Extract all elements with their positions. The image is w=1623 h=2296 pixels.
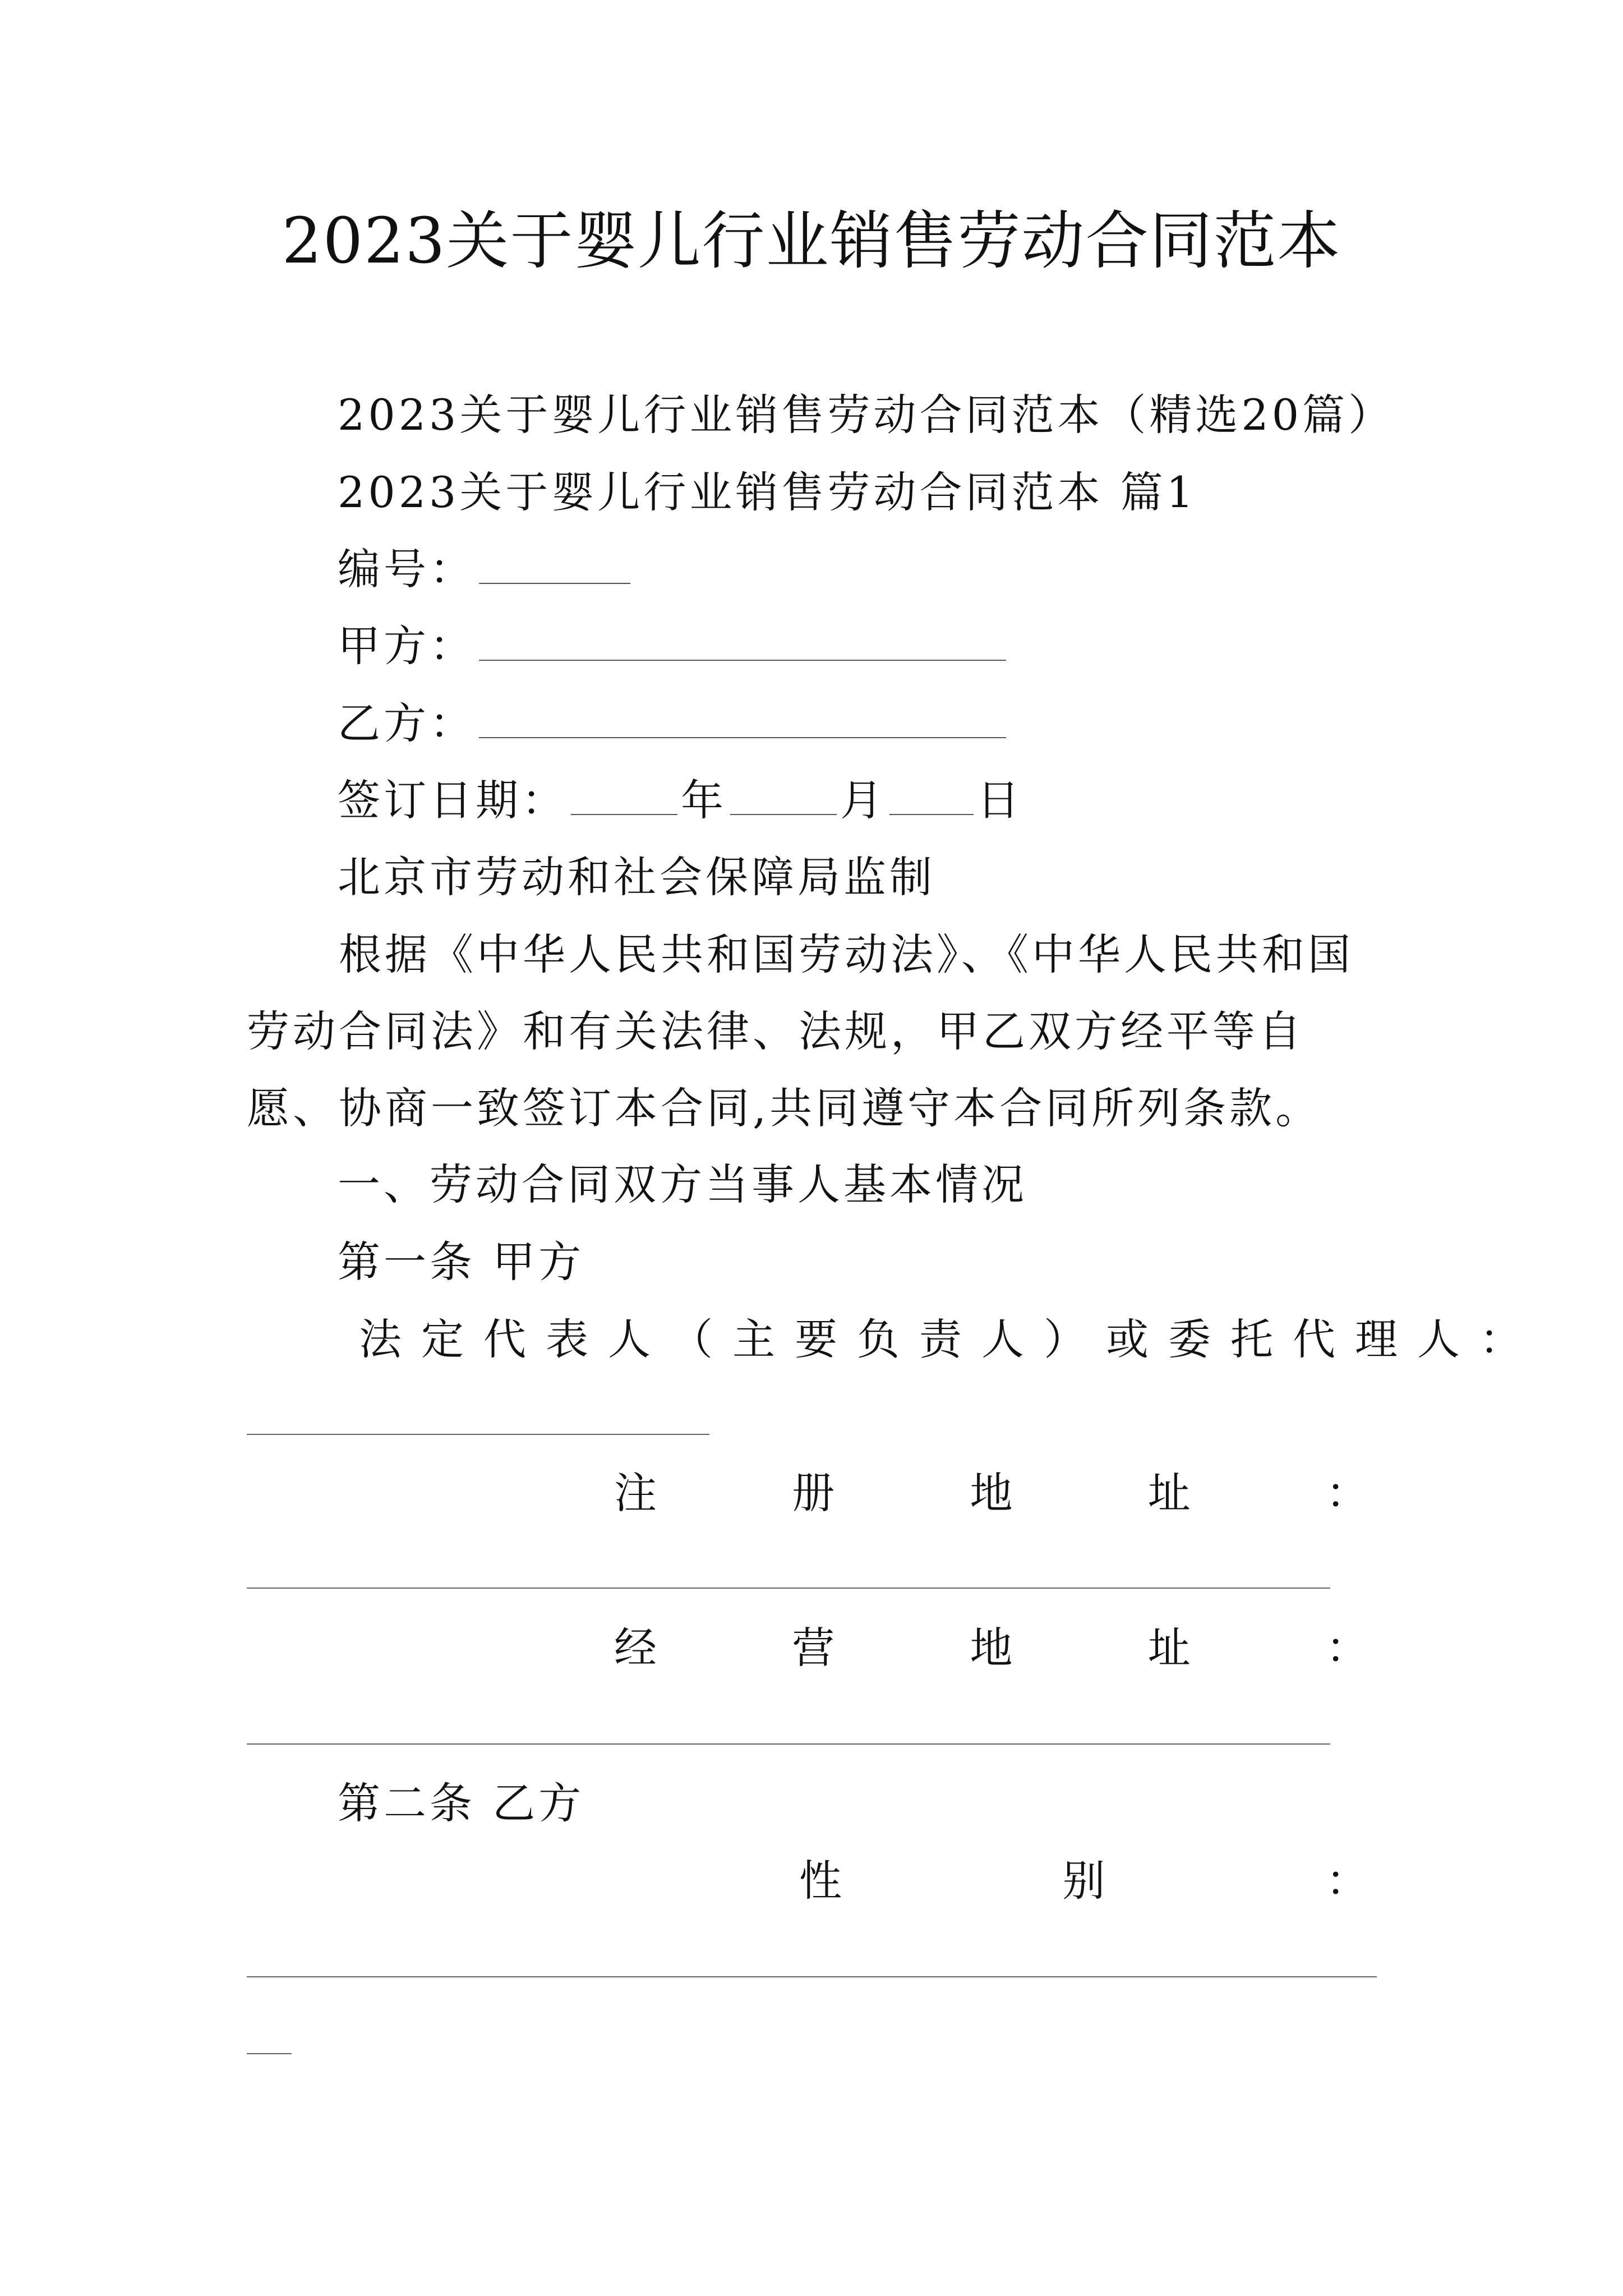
sign-date-label: 签订日期： bbox=[338, 775, 568, 825]
document-title: 2023关于婴儿行业销售劳动合同范本 bbox=[282, 205, 1341, 278]
business-address-label bbox=[614, 1620, 1368, 1676]
registered-address-char: 址 bbox=[1147, 1468, 1191, 1518]
party-a-blank bbox=[479, 656, 1006, 661]
business-address-char: 经 bbox=[614, 1623, 657, 1673]
gender-blank-continuation bbox=[247, 2053, 292, 2054]
supervisor-line: 北京市劳动和社会保障局监制 bbox=[338, 852, 935, 902]
month-blank bbox=[730, 811, 837, 815]
year-blank bbox=[571, 811, 677, 815]
day-blank bbox=[889, 811, 974, 815]
registered-address-char: 册 bbox=[792, 1468, 835, 1518]
business-address-char: 地 bbox=[970, 1623, 1013, 1673]
gender-char: 别 bbox=[1062, 1856, 1105, 1906]
registered-address-char: 注 bbox=[614, 1468, 657, 1518]
business-address-blank bbox=[247, 1743, 1330, 1745]
number-blank bbox=[479, 579, 630, 584]
number-label: 编号： bbox=[338, 544, 476, 594]
article-1-heading: 第一条 甲方 bbox=[338, 1237, 585, 1287]
registered-address-char: ： bbox=[1326, 1468, 1368, 1518]
gender-blank bbox=[247, 1976, 1377, 1977]
document-subtitle: 2023关于婴儿行业销售劳动合同范本（精选20篇） bbox=[338, 390, 1395, 440]
article-2-heading: 第二条 乙方 bbox=[338, 1778, 585, 1828]
section-1-heading: 一、劳动合同双方当事人基本情况 bbox=[338, 1159, 1027, 1209]
registered-address-blank bbox=[247, 1588, 1330, 1589]
intro-paragraph: 根据《中华人民共和国劳动法》、《中华人民共和国劳动合同法》和有关法律、法规，甲乙双方经平等自愿、协商一致签订本合同,共同遵守本合同所列条款。 bbox=[247, 930, 1354, 1133]
legal-rep-blank bbox=[247, 1434, 709, 1435]
party-a-field bbox=[338, 618, 1009, 674]
business-address-char: 址 bbox=[1147, 1623, 1191, 1673]
number-field bbox=[338, 541, 634, 597]
party-a-label: 甲方： bbox=[338, 621, 476, 671]
gender-char: 性 bbox=[799, 1856, 842, 1906]
gender-label bbox=[799, 1853, 1368, 1909]
business-address-char: ： bbox=[1326, 1623, 1368, 1673]
sign-date-field bbox=[338, 772, 1023, 829]
party-b-label: 乙方： bbox=[338, 698, 476, 748]
day-label: 日 bbox=[977, 775, 1023, 825]
article-heading: 2023关于婴儿行业销售劳动合同范本 篇1 bbox=[338, 467, 1197, 517]
legal-rep-label: 法定代表人（主要负责人）或委托代理人： bbox=[359, 1314, 1542, 1364]
business-address-char: 营 bbox=[792, 1623, 835, 1673]
party-b-blank bbox=[479, 734, 1006, 738]
registered-address-label bbox=[614, 1465, 1368, 1521]
party-b-field bbox=[338, 696, 1009, 752]
gender-char: ： bbox=[1326, 1856, 1368, 1906]
year-label: 年 bbox=[681, 775, 727, 825]
month-label: 月 bbox=[840, 775, 886, 825]
registered-address-char: 地 bbox=[970, 1468, 1013, 1518]
